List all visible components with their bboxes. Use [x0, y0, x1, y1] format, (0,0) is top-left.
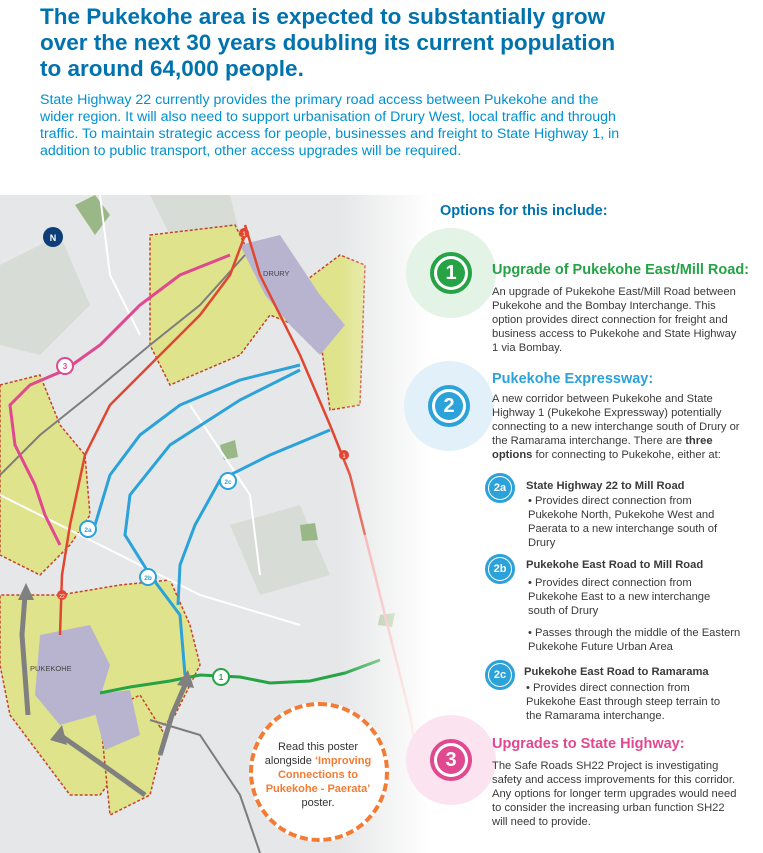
sub-option-2b-bullet-1: • Provides direct connection from Pukekohe East to a new interchange south of Drury — [528, 577, 711, 617]
options-title: Options for this include: — [440, 203, 608, 219]
option-1-title: Upgrade of Pukekohe East/Mill Road: — [492, 262, 750, 278]
badge-2c: 2c — [485, 660, 515, 690]
poster-note-text: Read this poster alongside ‘Improving Connections to Pukekohe - Paerata’ poster. — [264, 741, 372, 809]
option-3-body: The Safe Roads SH22 Project is investigating safety and access improvements for this corridor. Any options for longer term upgrades would need to consider the increasing urban function SH22 will need to provide. — [492, 760, 737, 828]
option-2-number: 2 — [435, 392, 463, 420]
option-2-halo — [404, 361, 494, 451]
option-1-number: 1 — [437, 259, 465, 287]
marker-option-2a — [80, 521, 96, 537]
marker-option-2b — [140, 569, 156, 585]
option-1-halo — [406, 228, 496, 318]
marker-option-1-label: 1 — [218, 673, 224, 682]
marker-option-2c — [220, 473, 236, 489]
badge-2b: 2b — [485, 554, 515, 584]
marker-option-2c-label: 2c — [224, 479, 232, 486]
north-arrow-label: N — [49, 233, 57, 243]
sub-option-2b-title: Pukekohe East Road to Mill Road — [526, 559, 704, 571]
sub-option-2c-title: Pukekohe East Road to Ramarama — [524, 666, 709, 678]
sub-option-2a-bullet: • Provides direct connection from Pukekohe North, Pukekohe West and Paerata to a new interchange south of Drury — [528, 495, 718, 549]
marker-sh1-south-label: 1 — [342, 454, 346, 460]
option-3-title: Upgrades to State Highway: — [492, 736, 685, 752]
place-label-pukekohe: PUKEKOHE — [30, 664, 72, 673]
marker-option-3 — [57, 358, 73, 374]
option-3-halo — [406, 715, 496, 805]
intro-paragraph: State Highway 22 currently provides the primary road access between Pukekohe and the wider region. It will also need to support urbanisation of Drury West, local traffic and through traffic. To maintain strategic access for people, businesses and freight to State Highway 1, in addition to public transport, other access upgrades will be required. — [40, 92, 620, 159]
marker-sh1-label: 1 — [242, 232, 246, 238]
forest-patch — [300, 523, 318, 541]
headline: The Pukekohe area is expected to substantially grow over the next 30 years doubling its current population to around 64,000 people. — [40, 4, 616, 81]
marker-option-2b-label: 2b — [144, 575, 152, 582]
sub-option-2a-title: State Highway 22 to Mill Road — [526, 480, 685, 492]
marker-option-2a-label: 2a — [84, 527, 92, 534]
option-2-title: Pukekohe Expressway: — [492, 371, 654, 387]
option-2-body: A new corridor between Pukekohe and State Highway 1 (Pukekohe Expressway) potentially connecting to a new interchange south of Drury or the Ramarama interchange. There are three options for connecting to Pukekohe, either at: — [492, 393, 740, 461]
marker-sh22-label: 22 — [59, 594, 65, 600]
badge-2a: 2a — [485, 473, 515, 503]
marker-option-1 — [213, 669, 229, 685]
option-1-body: An upgrade of Pukekohe East/Mill Road between Pukekohe and the Bombay Interchange. This option provides direct connection for freight and business access to Pukekohe and State Highway 1 via Bombay. — [492, 286, 737, 354]
sub-option-2c-bullet: • Provides direct connection from Pukekohe East through steep terrain to the Ramarama interchange. — [526, 682, 721, 722]
marker-option-3-label: 3 — [62, 362, 68, 371]
sub-option-2b-bullet-2: • Passes through the middle of the Eastern Pukekohe Future Urban Area — [528, 627, 741, 653]
marker-sh22 — [57, 590, 67, 600]
marker-sh1 — [239, 228, 249, 238]
place-label-drury: DRURY — [263, 269, 290, 278]
marker-sh1-south — [339, 450, 349, 460]
option-3-number: 3 — [437, 746, 465, 774]
north-arrow — [43, 227, 63, 247]
